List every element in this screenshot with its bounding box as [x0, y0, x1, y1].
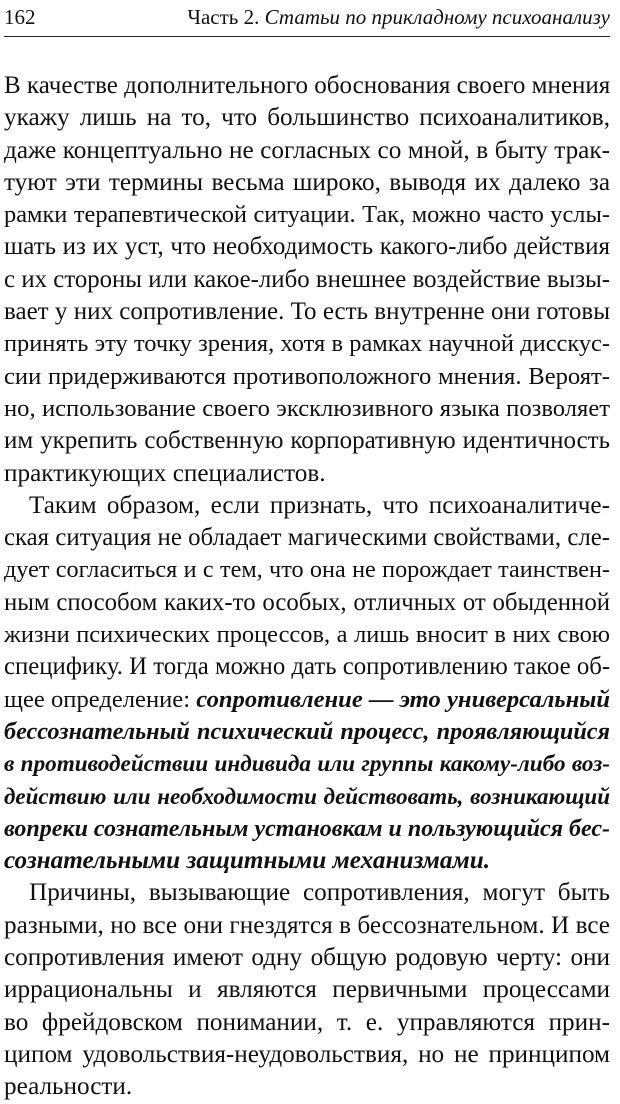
definition-start: сопротивление — это универсальный: [196, 685, 610, 713]
part-title: Статьи по прикладному психоанализу: [264, 5, 610, 29]
text-line: Таким образом, если признать, что психоаналитиче-: [29, 491, 610, 519]
text-line: дует согласиться и с тем, что она не порождает таинствен-: [4, 556, 610, 584]
text-line: им укрепить собственную корпоративную идентичность: [4, 427, 610, 455]
text-line: рамки терапевтической ситуации. Так, можно часто услы-: [4, 201, 610, 229]
text-line: принять эту точку зрения, хотя в рамках научной дисскус-: [4, 330, 610, 358]
text-line: с их стороны или какое-либо внешнее воздействие вызы-: [4, 265, 610, 293]
paragraph-3: [4, 877, 610, 1103]
text-line: вает у них сопротивление. То есть внутренне они готовы: [4, 298, 610, 326]
definition-line: бессознательный психический процесс, проявляющийся: [4, 717, 610, 745]
text-line: ципом удовольствия-неудовольствия, но не принципом: [4, 1040, 610, 1068]
paragraph-2: [4, 490, 610, 878]
definition-line: в противодействии индивида или группы какому-либо воз-: [4, 751, 610, 778]
text-line: ным способом каких-то особых, отличных от обыденной: [4, 588, 610, 616]
text-line: разными, но все они гнездятся в бессознательном. И все: [4, 911, 610, 939]
paragraph-1: [4, 70, 610, 490]
text-line-mixed: [4, 684, 610, 716]
text-line: В качестве дополнительного обоснования своего мнения: [4, 72, 611, 99]
body-text: [4, 70, 610, 1104]
part-label: Часть 2.: [187, 5, 265, 29]
running-head: [4, 0, 610, 34]
text-line: практикующих специалистов.: [4, 459, 326, 487]
text-line: шать из их уст, что необходимость какого-либо действия: [4, 233, 610, 261]
text-line: ская ситуация не обладает магическими свойствами, сле-: [4, 524, 610, 552]
running-title: [187, 0, 610, 34]
definition-line: вопреки сознательным установкам и пользующийся бес-: [4, 815, 610, 842]
text-line: даже концептуально не согласных со мной, в быту трак-: [4, 136, 610, 164]
text-line: иррациональны и являются первичными процессами: [4, 976, 610, 1004]
text-line: во фрейдовском понимании, т. е. управляются прин-: [4, 1008, 610, 1036]
text-line: туют эти термины весьма широко, выводя их далеко за: [4, 168, 610, 196]
text-line: специфику. И тогда можно дать сопротивлению такое об-: [4, 653, 611, 681]
definition-lead: щее определение:: [4, 685, 197, 713]
text-line: жизни психических процессов, а лишь вносит в них свою: [4, 621, 610, 649]
text-line: реальности.: [4, 1073, 133, 1101]
definition-line: действию или необходимости действовать, возникающий: [4, 783, 610, 809]
text-line: сии придерживаются противоположного мнения. Вероят-: [4, 362, 610, 390]
text-line: укажу лишь на то, что большинство психоаналитиков,: [4, 104, 610, 132]
definition-line: сознательными защитными механизмами.: [4, 847, 491, 875]
page-number: 162: [4, 5, 36, 29]
text-line: сопротивления имеют одну общую родовую черту: они: [4, 944, 610, 972]
header-rule: [4, 36, 610, 37]
text-line: но, использование своего эксклюзивного языка позволяет: [4, 394, 610, 422]
text-line: Причины, вызывающие сопротивления, могут быть: [29, 879, 610, 907]
